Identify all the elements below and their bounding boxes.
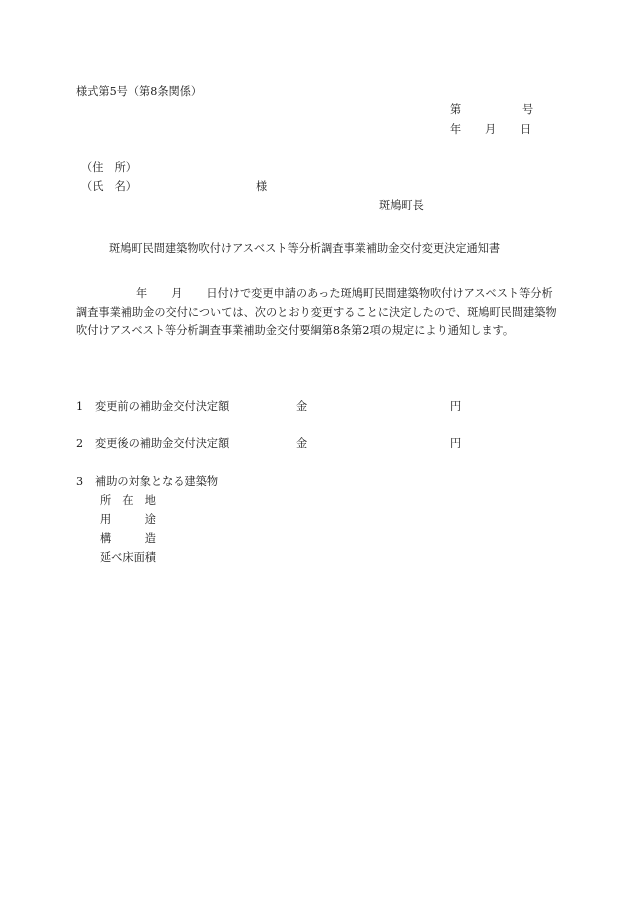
- item-1-number: 1: [76, 400, 84, 413]
- date-year: 年: [450, 123, 462, 136]
- body-year: 年: [136, 287, 148, 300]
- item-3-floor-area: 延べ床面積: [100, 551, 156, 564]
- item-3-label: 補助の対象となる建築物: [95, 475, 219, 488]
- item-2-yen: 円: [450, 437, 462, 450]
- item-2-kin: 金: [296, 437, 308, 450]
- name-label: （氏 名）: [81, 180, 137, 193]
- number-go: 号: [522, 103, 534, 116]
- item-3-use: 用 途: [100, 513, 156, 526]
- item-1-kin: 金: [296, 400, 308, 413]
- address-label: （住 所）: [81, 161, 137, 174]
- body-text: 日付けで変更申請のあった斑鳩町民間建築物吹付けアスベスト等分析調査事業補助金の交付については、次のとおり変更することに決定したので、斑鳩町民間建築物吹付けアスベスト等分析調査事業補助金交付要綱第8条第2項の規定により通知します。: [76, 287, 557, 337]
- item-1-yen: 円: [450, 400, 462, 413]
- item-2-number: 2: [76, 437, 84, 450]
- date-month: 月: [485, 123, 497, 136]
- honorific: 様: [256, 180, 268, 193]
- date-day: 日: [520, 123, 532, 136]
- item-3-number: 3: [76, 475, 84, 488]
- body-paragraph: [76, 285, 558, 341]
- document-title: 斑鳩町民間建築物吹付けアスベスト等分析調査事業補助金交付変更決定通知書: [109, 242, 501, 255]
- number-dai: 第: [450, 103, 462, 116]
- body-month: 月: [171, 287, 183, 300]
- item-1-label: 変更前の補助金交付決定額: [95, 400, 230, 413]
- item-3-location: 所 在 地: [100, 494, 156, 507]
- form-label: 様式第5号（第8条関係）: [76, 85, 203, 98]
- item-3-structure: 構 造: [100, 532, 156, 545]
- issuer: 斑鳩町長: [379, 199, 424, 212]
- item-2-label: 変更後の補助金交付決定額: [95, 437, 230, 450]
